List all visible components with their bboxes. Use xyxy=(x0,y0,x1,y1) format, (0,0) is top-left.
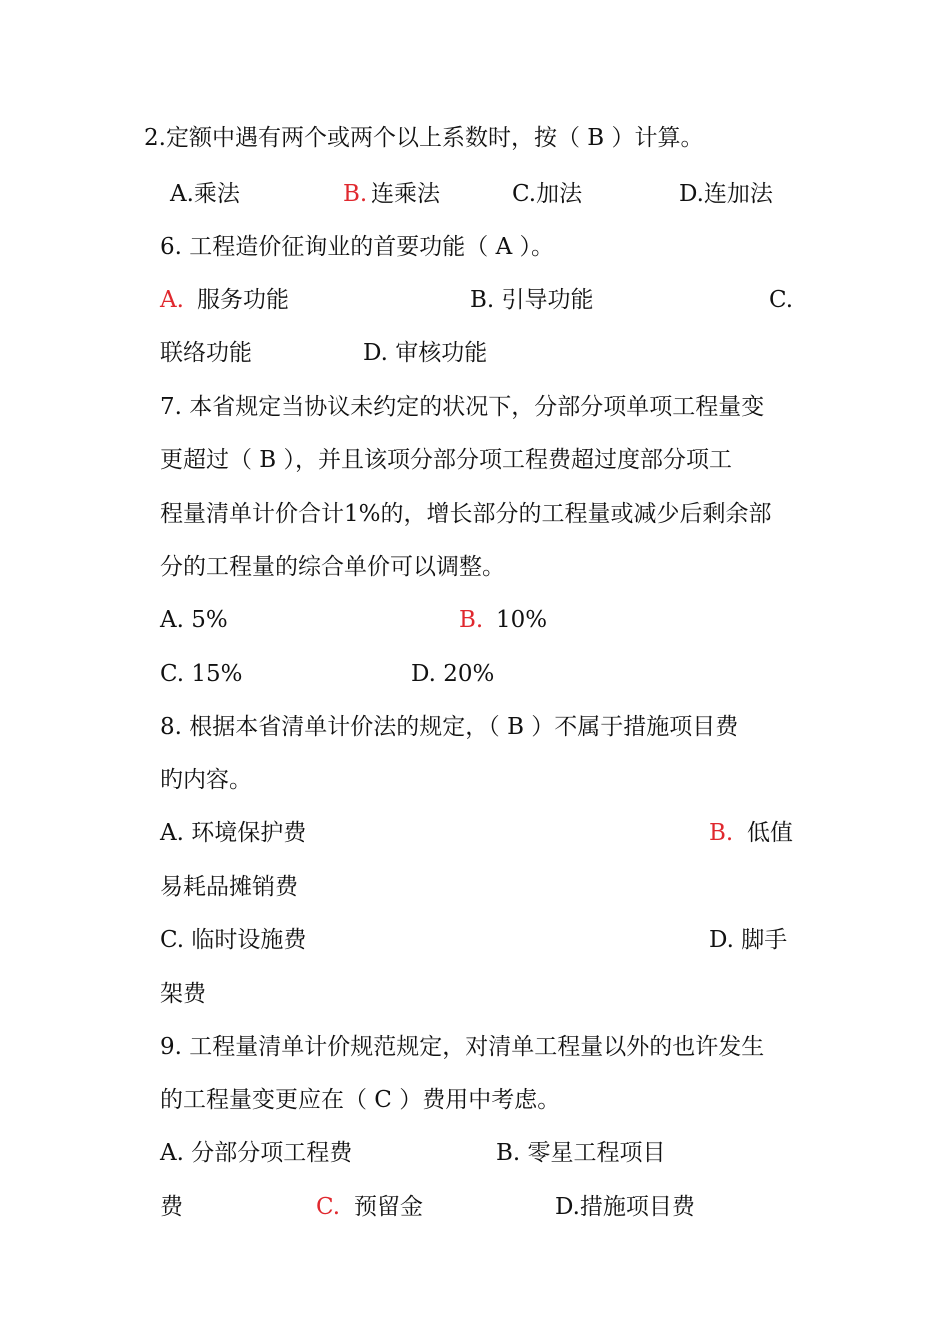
question-7-option-a: A. 5% xyxy=(160,607,228,633)
question-7-stem-line-3: 程量清单计价合计1%的，增长部分的工程量或减少后剩余部 xyxy=(160,501,772,527)
question-2-option-b-text: 连乘法 xyxy=(371,181,440,207)
question-6-option-a-text: 服务功能 xyxy=(197,287,289,313)
question-9-stem-line-1: 9. 工程量清单计价规范规定，对清单工程量以外的也许发生 xyxy=(160,1034,765,1060)
question-9-option-b-continued: 费 xyxy=(160,1194,183,1220)
question-6-option-b: B. 引导功能 xyxy=(470,287,594,313)
question-2-stem: 2.定额中遇有两个或两个以上系数时，按（ B ）计算。 xyxy=(144,125,704,151)
question-8-option-c: C. 临时设施费 xyxy=(160,927,307,953)
question-7-stem-line-4: 分的工程量的综合单价可以调整。 xyxy=(160,554,505,580)
question-2-option-a: A.乘法 xyxy=(170,181,240,207)
question-7-option-b-letter: B. xyxy=(459,607,484,633)
question-9-stem-line-2: 的工程量变更应在（ C ）费用中考虑。 xyxy=(160,1087,561,1113)
question-2-option-c: C.加法 xyxy=(512,181,583,207)
question-8-option-d-continued: 架费 xyxy=(160,981,206,1007)
question-9-option-b: B. 零星工程项目 xyxy=(496,1140,666,1166)
question-8-option-d: D. 脚手 xyxy=(709,927,788,953)
question-7-option-d: D. 20% xyxy=(411,661,495,687)
question-9-option-d: D.措施项目费 xyxy=(555,1194,695,1220)
question-8-option-b-text: 低值 xyxy=(747,820,793,846)
question-8-option-b-continued: 易耗品摊销费 xyxy=(160,874,298,900)
question-6-option-a-letter: A. xyxy=(160,287,184,313)
question-7-option-c: C. 15% xyxy=(160,661,243,687)
question-6-option-d: D. 审核功能 xyxy=(363,340,488,366)
question-6-option-c-text: 联络功能 xyxy=(160,340,252,366)
question-7-option-b-text: 10% xyxy=(496,607,548,633)
question-9-option-c-letter: C. xyxy=(316,1194,341,1220)
question-2-option-d: D.连加法 xyxy=(679,181,773,207)
question-8-option-b-letter: B. xyxy=(709,820,734,846)
question-8-stem-line-1: 8. 根据本省清单计价法的规定，（ B ）不属于措施项目费 xyxy=(160,714,739,740)
question-2-option-b-letter: B. xyxy=(343,181,368,207)
question-7-stem-line-2: 更超过（ B ），并且该项分部分项工程费超过度部分项工 xyxy=(160,447,733,473)
question-9-option-a: A. 分部分项工程费 xyxy=(160,1140,353,1166)
question-6-option-c-letter: C. xyxy=(769,287,794,313)
question-9-option-c-text: 预留金 xyxy=(354,1194,423,1220)
question-8-option-a: A. 环境保护费 xyxy=(160,820,307,846)
question-7-stem-line-1: 7. 本省规定当协议未约定的状况下，分部分项单项工程量变 xyxy=(160,394,765,420)
question-8-stem-line-2: 旳内容。 xyxy=(160,767,252,793)
question-6-stem: 6. 工程造价征询业的首要功能（ A ）。 xyxy=(160,234,554,260)
